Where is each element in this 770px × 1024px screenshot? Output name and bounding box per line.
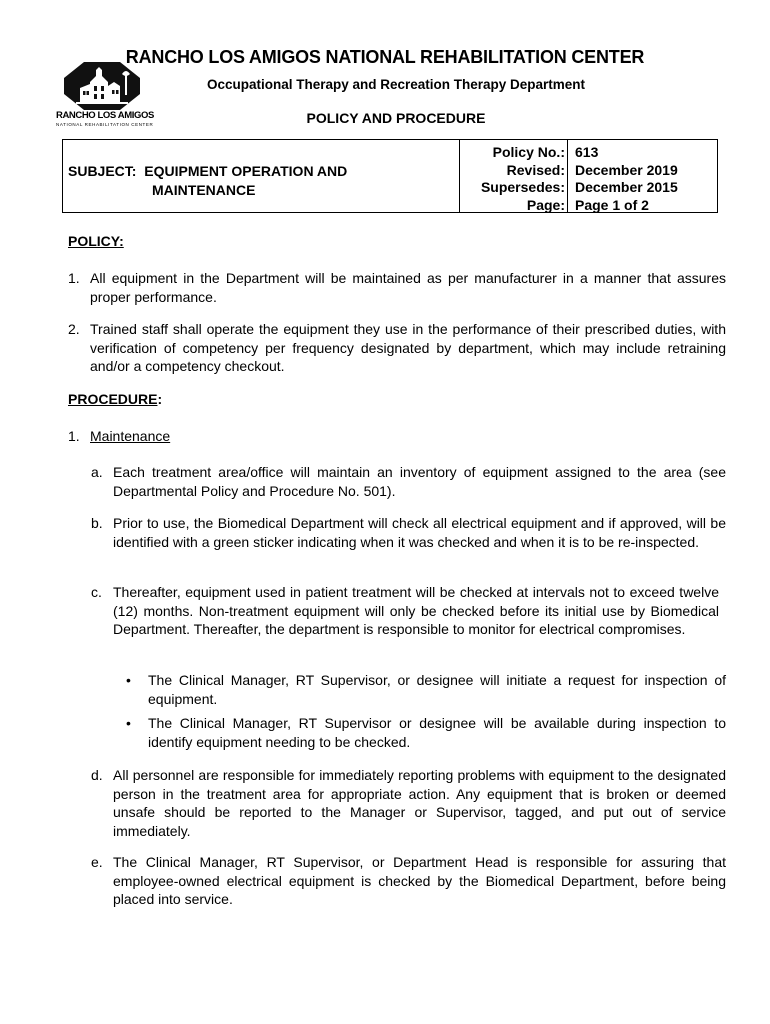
policy-no-value: 613 — [575, 144, 599, 160]
supersedes-value: December 2015 — [575, 179, 678, 195]
subitem-letter: d. — [91, 767, 103, 783]
subitem-letter: a. — [91, 464, 103, 480]
policy-item-2 — [68, 320, 726, 376]
procedure-subitem-c — [91, 583, 719, 639]
policy-item-text: Trained staff shall operate the equipment they use in the performance of their prescribed duties, with verification of competency per frequency designated by department, which may include retraining and/or a competency checkout. — [90, 321, 726, 374]
meta-labels — [461, 144, 565, 214]
policy-item-1 — [68, 269, 726, 306]
bullet-icon: • — [126, 672, 131, 688]
subitem-text: The Clinical Manager, RT Supervisor, or Department Head is responsible for assuring that employee-owned electrical equipment is checked by the Biomedical Department, before being placed into service. — [113, 854, 726, 907]
subject-text-2: MAINTENANCE — [152, 182, 256, 198]
policy-no-label: Policy No.: — [492, 144, 565, 160]
revised-label: Revised: — [506, 161, 565, 178]
subitem-letter: b. — [91, 515, 103, 531]
subitem-text: Each treatment area/office will maintain an inventory of equipment assigned to the area (see Departmental Policy and Procedure No. 501). — [113, 464, 726, 499]
policy-item-number: 1. — [68, 270, 80, 286]
bullet-icon: • — [126, 715, 131, 731]
logo-subtitle-text: NATIONAL REHABILITATION CENTER — [56, 122, 154, 127]
subject-table — [62, 139, 718, 213]
meta-values — [575, 144, 715, 214]
logo-name-text: RANCHO LOS AMIGOS — [56, 110, 154, 121]
procedure-bullet-1 — [126, 671, 726, 708]
subject-label: SUBJECT: — [68, 163, 137, 179]
policy-heading: POLICY: — [68, 233, 124, 249]
table-divider — [459, 140, 460, 212]
policy-item-number: 2. — [68, 321, 80, 337]
subject-line-1 — [68, 162, 347, 181]
supersedes-label: Supersedes: — [480, 179, 565, 195]
procedure-item-number: 1. — [68, 428, 80, 444]
procedure-heading — [68, 391, 162, 407]
policy-item-text: All equipment in the Department will be maintained as per manufacturer in a manner that assures proper performance. — [90, 270, 726, 305]
procedure-subitem-d — [91, 766, 726, 840]
page-value: Page 1 of 2 — [575, 196, 649, 213]
procedure-item-title: Maintenance — [90, 428, 171, 444]
document-title: RANCHO LOS AMIGOS NATIONAL REHABILITATION CENTER — [125, 47, 645, 67]
procedure-subitem-a — [91, 463, 726, 500]
procedure-heading-text: PROCEDURE — [68, 391, 158, 407]
bullet-text: The Clinical Manager, RT Supervisor or designee will be available during inspection to identify equipment needing to be checked. — [148, 715, 726, 750]
subitem-text: Prior to use, the Biomedical Department will check all electrical equipment and if approved, will be identified with a green sticker indicating when it was checked and when it is to be re-inspected. — [113, 515, 726, 550]
subitem-letter: c. — [91, 584, 102, 600]
table-divider — [567, 140, 568, 212]
subitem-letter: e. — [91, 854, 103, 870]
revised-value: December 2019 — [575, 161, 678, 178]
procedure-heading-colon: : — [157, 391, 163, 407]
department-name: Occupational Therapy and Recreation Therapy Department — [206, 77, 586, 92]
procedure-subitem-b — [91, 514, 726, 551]
subject-text-1: EQUIPMENT OPERATION AND — [144, 163, 348, 179]
subitem-text: All personnel are responsible for immediately reporting problems with equipment to the designated person in the treatment area for appropriate action. Any equipment that is broken or deemed unsafe should be reported to the Manager or Supervisor, tagged, and put out of service immediately. — [113, 767, 726, 839]
procedure-subitem-e — [91, 853, 726, 909]
procedure-item-1 — [68, 427, 390, 446]
subitem-text: Thereafter, equipment used in patient treatment will be checked at intervals not to exceed twelve (12) months. Non-treatment equipment will only be checked before its initial use by Biomedical Department. Thereafter, the department is responsible to monitor for electrical compromises. — [113, 584, 719, 637]
bullet-text: The Clinical Manager, RT Supervisor, or designee will initiate a request for inspection of equipment. — [148, 672, 726, 707]
page-label: Page: — [526, 196, 565, 213]
document-type: POLICY AND PROCEDURE — [306, 110, 486, 126]
procedure-bullet-2 — [126, 714, 726, 751]
